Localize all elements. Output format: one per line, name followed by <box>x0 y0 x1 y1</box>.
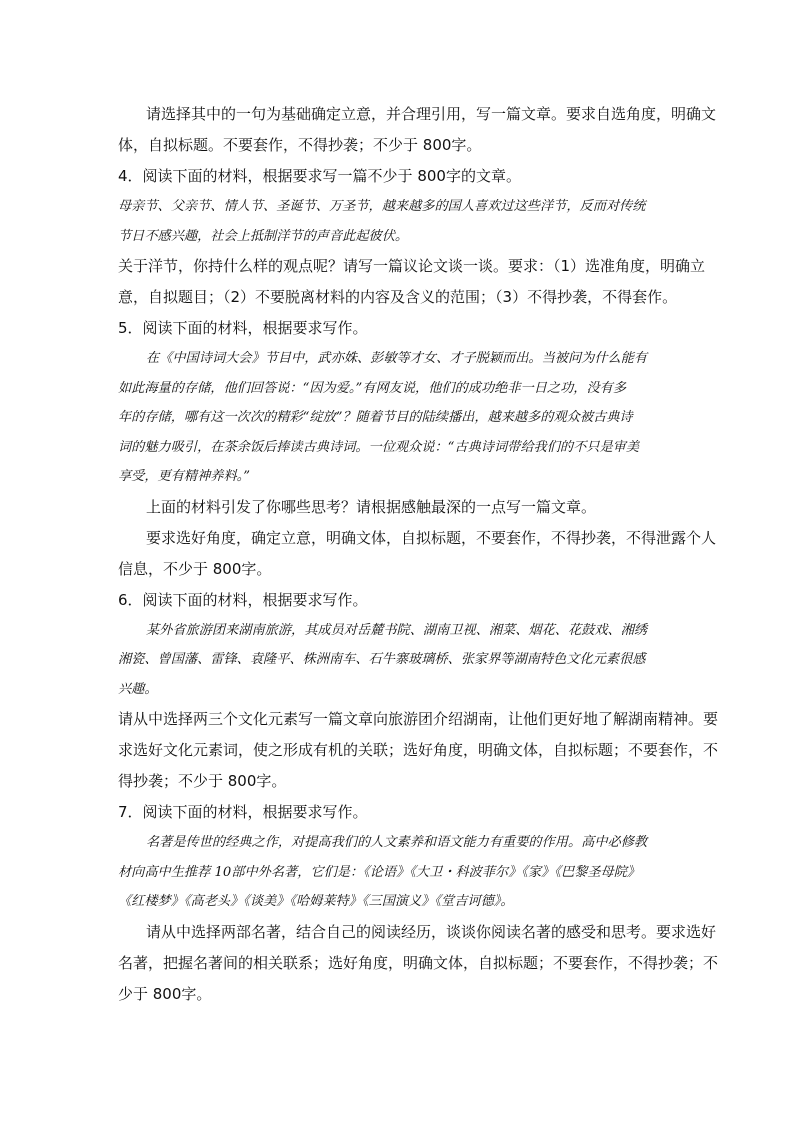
paragraph-line: 意，自拟题目；（2）不要脱离材料的内容及含义的范围；（3）不得抄袭，不得套作。 <box>118 288 678 306</box>
material-line: 材向高中生推荐 10部中外名著，它们是：《论语》《大卫・科波菲尔》《家》《巴黎圣母院》 <box>118 864 641 880</box>
paragraph-line: 求选好文化元素词，使之形成有机的关联；选好角度，明确文体，自拟标题；不要套作，不 <box>118 741 719 759</box>
material-line: 名著是传世的经典之作，对提高我们的人文素养和语文能力有重要的作用。高中必修教 <box>146 835 648 850</box>
question-heading: 6．阅读下面的材料，根据要求写作。 <box>118 590 368 609</box>
material-line: 年的存储，哪有这一次次的精彩“绽放”？随着节目的陆续播出，越来越多的观众被古典诗 <box>118 410 633 425</box>
material-line: 节日不感兴趣，社会上抵制洋节的声音此起彼伏。 <box>118 228 409 244</box>
paragraph-line: 请选择其中的一句为基础确定立意，并合理引用，写一篇文章。要求自选角度，明确文 <box>146 105 717 123</box>
paragraph-line: 关于洋节，你持什么样的观点呢？请写一篇议论文谈一谈。要求：（1）选准角度，明确立 <box>118 257 706 275</box>
material-line: 母亲节、父亲节、情人节、圣诞节、万圣节，越来越多的国人喜欢过这些洋节，反而对传统 <box>118 199 646 214</box>
material-line: 词的魅力吸引，在茶余饭后捧读古典诗词。一位观众说：“古典诗词带给我们的不只是审美 <box>118 439 640 455</box>
question-heading: 7．阅读下面的材料，根据要求写作。 <box>118 803 368 821</box>
question-heading: 5．阅读下面的材料，根据要求写作。 <box>118 319 368 337</box>
material-line: 《红楼梦》《高老头》《谈美》《哈姆莱特》《三国演义》《堂吉诃德》。 <box>118 894 514 909</box>
material-line: 在《中国诗词大会》节目中，武亦姝、彭敏等才女、才子脱颖而出。当被问为什么能有 <box>146 351 648 366</box>
paragraph-line: 请从中选择两三个文化元素写一篇文章向旅游团介绍湖南，让他们更好地了解湖南精神。要 <box>118 710 719 728</box>
material-line: 兴趣。 <box>118 681 158 697</box>
paragraph-line: 请从中选择两部名著，结合自己的阅读经历，谈谈你阅读名著的感受和思考。要求选好 <box>146 922 717 941</box>
paragraph-line: 体，自拟标题。不要套作，不得抄袭；不少于 800字。 <box>118 136 482 154</box>
question-heading: 4．阅读下面的材料，根据要求写一篇不少于 800字的文章。 <box>118 167 521 185</box>
material-line: 某外省旅游团来湖南旅游，其成员对岳麓书院、湖南卫视、湘菜、烟花、花鼓戏、湘绣 <box>146 622 648 638</box>
paragraph-line: 少于 800字。 <box>118 984 212 1003</box>
paragraph-line: 名著，把握名著间的相关联系；选好角度，明确文体，自拟标题；不要套作，不得抄袭；不 <box>118 953 719 972</box>
material-line: 湘瓷、曾国藩、雷锋、袁隆平、株洲南车、石牛寨玻璃桥、张家界等湖南特色文化元素很感 <box>118 652 646 667</box>
paragraph-line: 信息，不少于 800字。 <box>118 559 272 578</box>
material-line: 如此海量的存储，他们回答说：“因为爱。”有网友说，他们的成功绝非一日之功，没有多 <box>118 380 627 396</box>
paragraph-line: 要求选好角度，确定立意，明确文体，自拟标题，不要套作，不得抄袭，不得泄露个人 <box>146 528 717 547</box>
material-line: 享受，更有精神养料。” <box>118 469 251 484</box>
paragraph-line: 上面的材料引发了你哪些思考？请根据感触最深的一点写一篇文章。 <box>146 497 597 516</box>
document-body <box>118 99 719 1010</box>
paragraph-line: 得抄袭；不少于 800字。 <box>118 772 287 790</box>
